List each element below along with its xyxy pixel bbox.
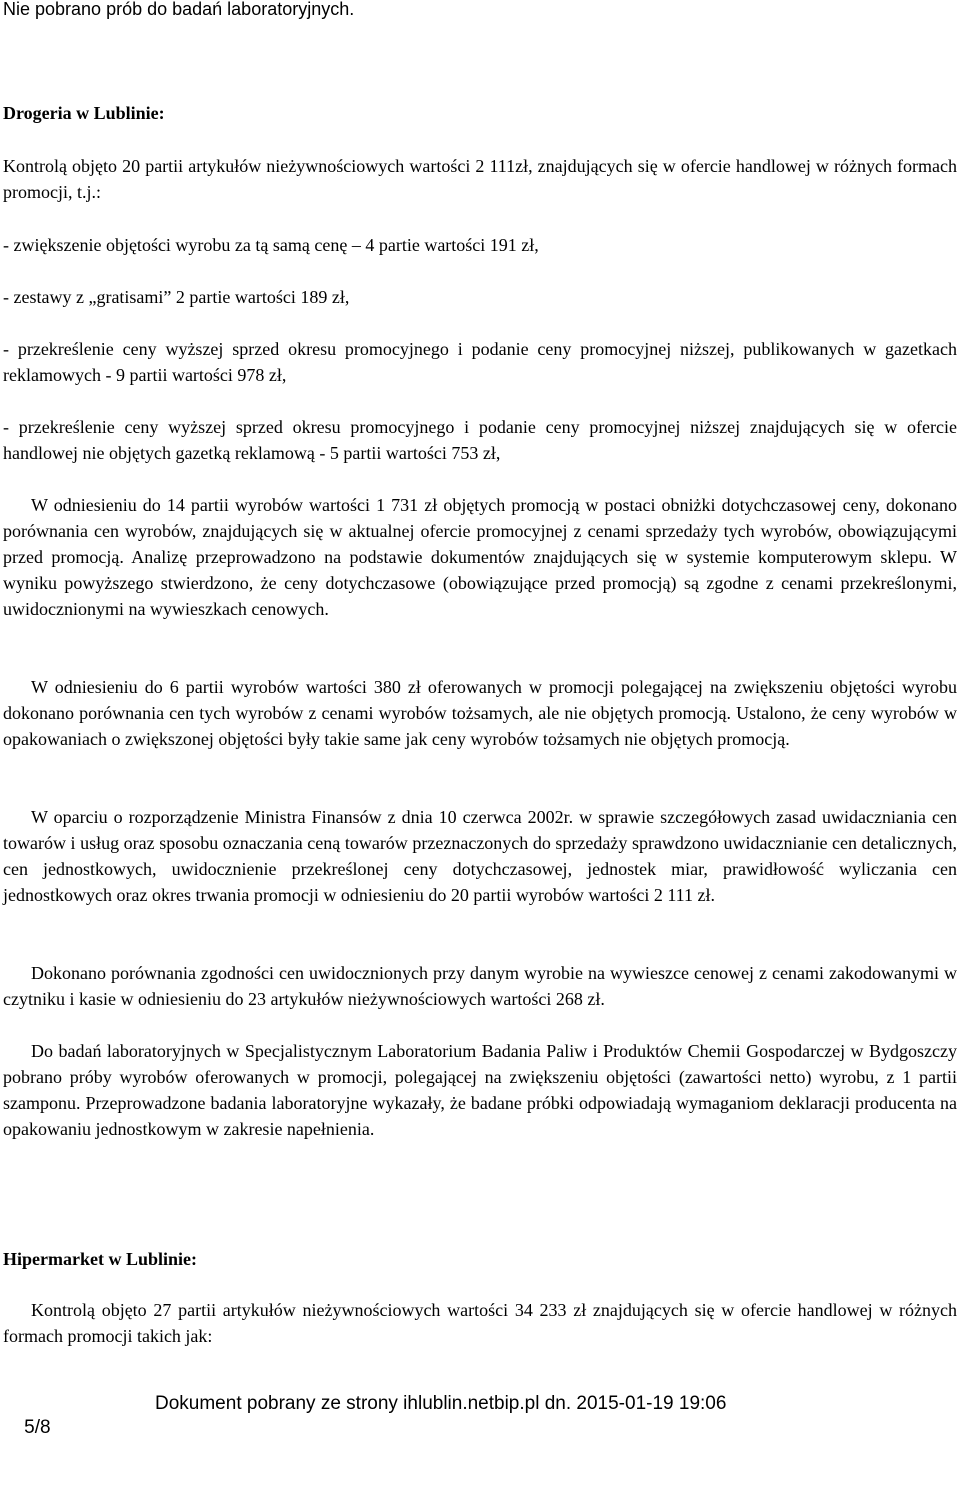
top-note: Nie pobrano prób do badań laboratoryjnych. [3,0,355,19]
list-item: - zwiększenie objętości wyrobu za tą samą cenę – 4 partie wartości 191 zł, [3,235,539,255]
paragraph: Do badań laboratoryjnych w Specjalistycznym Laboratorium Badania Paliw i Produktów Chemii Gospodarczej w Bydgoszczy pobrano próby wyrobów oferowanych w promocji, polegającej na zwiększeniu objętości (zawartości netto) wyrobu, z 1 partii szamponu. Przeprowadzone badania laboratoryjne wykazały, że badane próbki odpowiadają wymaganiom deklaracji producenta na opakowaniu jednostkowym w zakresie napełnienia. [3,1041,957,1139]
list-item: - zestawy z „gratisami” 2 partie wartości 189 zł, [3,287,350,307]
section-intro-hipermarket: Kontrolą objęto 27 partii artykułów nieżywnościowych wartości 34 233 zł znajdujących się w ofercie handlowej w różnych formach promocji takich jak: [3,1300,957,1346]
paragraph: W oparciu o rozporządzenie Ministra Finansów z dnia 10 czerwca 2002r. w sprawie szczegółowych zasad uwidaczniania cen towarów i usług oraz sposobu oznaczania ceną towarów przeznaczonych do sprzedaży sprawdzono uwidacznianie cen detalicznych, cen jednostkowych, uwidocznienie przekreślonej ceny dotychczasowej, jednostek miar, prawidłowość wyliczania cen jednostkowych oraz okres trwania promocji w odniesieniu do 20 partii wyrobów wartości 2 111 zł. [3,807,957,905]
paragraph: W odniesieniu do 14 partii wyrobów wartości 1 731 zł objętych promocją w postaci obniżki dotychczasowej ceny, dokonano porównania cen wyrobów, znajdujących się w aktualnej ofercie promocyjnej z cenami sprzedaży tych wyrobów, obowiązującymi przed promocją. Analizę przeprowadzono na podstawie dokumentów znajdujących się w systemie komputerowym sklepu. W wyniku powyższego stwierdzono, że ceny dotychczasowe (obowiązujące przed promocją) są zgodne z cenami przekreślonymi, uwidocznionymi na wywieszkach cenowych. [3,495,957,619]
list-item: - przekreślenie ceny wyższej sprzed okresu promocyjnego i podanie ceny promocyjnej niższej znajdujących się w ofercie handlowej nie objętych gazetką reklamową - 5 partii wartości 753 zł, [3,417,957,463]
page-footer [3,1392,957,1488]
section-heading-hipermarket: Hipermarket w Lublinie: [3,1249,197,1269]
section-intro-drogeria: Kontrolą objęto 20 partii artykułów nieżywnościowych wartości 2 111zł, znajdujących się w ofercie handlowej w różnych formach promocji, t.j.: [3,156,957,202]
paragraph: W odniesieniu do 6 partii wyrobów wartości 380 zł oferowanych w promocji polegającej na zwiększeniu objętości wyrobu dokonano porównania cen tych wyrobów z cenami wyrobów tożsamych, ale nie objętych promocją. Ustalono, że ceny wyrobów w opakowaniach o zwiększonej objętości były takie same jak ceny wyrobów tożsamych nie objętych promocją. [3,677,957,749]
paragraph: Dokonano porównania zgodności cen uwidocznionych przy danym wyrobie na wywieszce cenowej z cenami zakodowanymi w czytniku i kasie w odniesieniu do 23 artykułów nieżywnościowych wartości 268 zł. [3,963,957,1009]
footer-source: Dokument pobrany ze strony ihlublin.netbip.pl dn. 2015-01-19 19:06 [155,1393,727,1414]
list-item: - przekreślenie ceny wyższej sprzed okresu promocyjnego i podanie ceny promocyjnej niższej, publikowanych w gazetkach reklamowych - 9 partii wartości 978 zł, [3,339,957,385]
page-number: 5/8 [24,1417,51,1438]
section-heading-drogeria: Drogeria w Lublinie: [3,103,165,123]
